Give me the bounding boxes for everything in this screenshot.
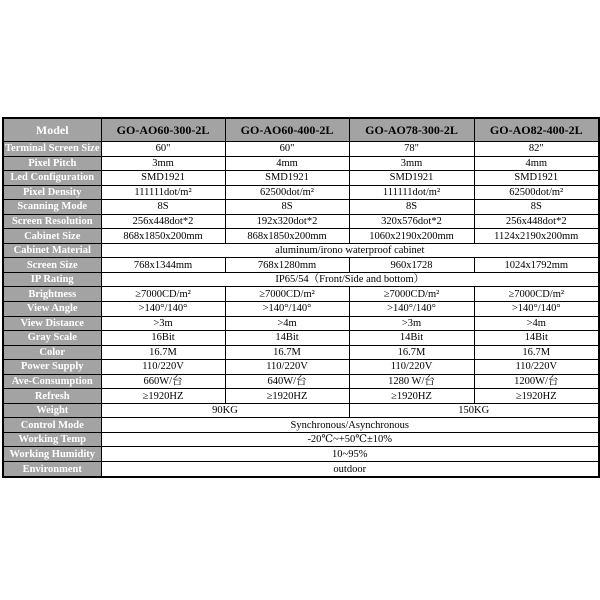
- row-label: IP Rating: [3, 272, 101, 287]
- spec-value: 16Bit: [101, 331, 225, 346]
- spec-value: 111111dot/m²: [349, 185, 474, 200]
- spec-value: 640W/台: [225, 374, 349, 389]
- spec-value: >140°/140°: [474, 302, 599, 317]
- row-label: Gray Scale: [3, 331, 101, 346]
- spec-value: 768x1344mm: [101, 258, 225, 273]
- spec-value: 256x448dot*2: [474, 214, 599, 229]
- spec-value: ≥7000CD/m²: [474, 287, 599, 302]
- table-row: [3, 447, 599, 462]
- table-row: [3, 185, 599, 200]
- spec-value-spanning: aluminum/irono waterproof cabinet: [101, 243, 599, 258]
- spec-value: 110/220V: [349, 360, 474, 375]
- spec-value-spanning: Synchronous/Asynchronous: [101, 418, 599, 433]
- table-row: [3, 345, 599, 360]
- spec-value: 62500dot/m²: [225, 185, 349, 200]
- spec-value: ≥1920HZ: [474, 389, 599, 404]
- spec-value: 868x1850x200mm: [101, 229, 225, 244]
- spec-value: SMD1921: [225, 171, 349, 186]
- spec-value-half-span: 150KG: [349, 403, 599, 418]
- spec-value: >140°/140°: [225, 302, 349, 317]
- spec-value: >140°/140°: [349, 302, 474, 317]
- table-row: [3, 403, 599, 418]
- spec-value: 1060x2190x200mm: [349, 229, 474, 244]
- table-row: [3, 200, 599, 215]
- table-row: [3, 360, 599, 375]
- spec-value: SMD1921: [349, 171, 474, 186]
- spec-value: 320x576dot*2: [349, 214, 474, 229]
- led-display-spec-table: [2, 117, 600, 478]
- spec-value: 60": [101, 142, 225, 157]
- spec-value: 1024x1792mm: [474, 258, 599, 273]
- table-row: [3, 432, 599, 447]
- spec-value: 110/220V: [474, 360, 599, 375]
- spec-value: 768x1280mm: [225, 258, 349, 273]
- table-row: [3, 229, 599, 244]
- header-model-1: GO-AO60-300-2L: [101, 118, 225, 142]
- table-row: [3, 156, 599, 171]
- spec-value-half-span: 90KG: [101, 403, 349, 418]
- spec-value: 1124x2190x200mm: [474, 229, 599, 244]
- spec-value: 8S: [474, 200, 599, 215]
- row-label: Led Configuration: [3, 171, 101, 186]
- spec-value: SMD1921: [474, 171, 599, 186]
- row-label: Color: [3, 345, 101, 360]
- spec-value: 62500dot/m²: [474, 185, 599, 200]
- spec-value: >140°/140°: [101, 302, 225, 317]
- header-model-2: GO-AO60-400-2L: [225, 118, 349, 142]
- spec-value: >3m: [101, 316, 225, 331]
- row-label: View Distance: [3, 316, 101, 331]
- spec-value: 8S: [225, 200, 349, 215]
- spec-value: 110/220V: [225, 360, 349, 375]
- spec-value: >4m: [474, 316, 599, 331]
- spec-value: 8S: [349, 200, 474, 215]
- table-row: [3, 272, 599, 287]
- spec-value: 110/220V: [101, 360, 225, 375]
- row-label: Environment: [3, 462, 101, 477]
- header-model-label: Model: [3, 118, 101, 142]
- row-label: Control Mode: [3, 418, 101, 433]
- spec-value: 868x1850x200mm: [225, 229, 349, 244]
- spec-value: 1280 W/台: [349, 374, 474, 389]
- row-label: Screen Resolution: [3, 214, 101, 229]
- row-label: Refresh: [3, 389, 101, 404]
- spec-value: >3m: [349, 316, 474, 331]
- table-row: [3, 418, 599, 433]
- row-label: Terminal Screen Size: [5, 143, 100, 155]
- row-label: Pixel Pitch: [3, 156, 101, 171]
- spec-value: 1200W/台: [474, 374, 599, 389]
- table-row: [3, 316, 599, 331]
- table-header-row: [3, 118, 599, 142]
- spec-value-spanning: IP65/54（Front/Side and bottom）: [101, 272, 599, 287]
- table-row: [3, 389, 599, 404]
- row-label: Ave-Consumption: [3, 374, 101, 389]
- spec-value: 78": [349, 142, 474, 157]
- row-label: Scanning Mode: [3, 200, 101, 215]
- spec-value: 14Bit: [225, 331, 349, 346]
- row-label: Weight: [3, 403, 101, 418]
- table-row: [3, 287, 599, 302]
- table-row: [3, 462, 599, 477]
- table-row: [3, 258, 599, 273]
- spec-value: ≥7000CD/m²: [225, 287, 349, 302]
- row-label: Screen Size: [3, 258, 101, 273]
- row-label: Working Humidity: [3, 447, 101, 462]
- table-row: [3, 214, 599, 229]
- spec-value: 111111dot/m²: [101, 185, 225, 200]
- table-row: [3, 142, 599, 157]
- spec-value: 16.7M: [474, 345, 599, 360]
- spec-value-spanning: outdoor: [101, 462, 599, 477]
- spec-value: ≥1920HZ: [101, 389, 225, 404]
- spec-value: 16.7M: [225, 345, 349, 360]
- spec-value: 3mm: [349, 156, 474, 171]
- spec-value: 192x320dot*2: [225, 214, 349, 229]
- spec-value: ≥7000CD/m²: [101, 287, 225, 302]
- header-model-3: GO-AO78-300-2L: [349, 118, 474, 142]
- spec-value: 960x1728: [349, 258, 474, 273]
- spec-value: 660W/台: [101, 374, 225, 389]
- spec-value: 82": [474, 142, 599, 157]
- row-label: Cabinet Size: [3, 229, 101, 244]
- row-label: Power Supply: [3, 360, 101, 375]
- spec-value: 60": [225, 142, 349, 157]
- spec-value-spanning: 10~95%: [101, 447, 599, 462]
- table-row: [3, 331, 599, 346]
- spec-value: 14Bit: [349, 331, 474, 346]
- row-label: Cabinet Material: [3, 243, 101, 258]
- table-row: [3, 374, 599, 389]
- table-row: [3, 243, 599, 258]
- spec-value: ≥7000CD/m²: [349, 287, 474, 302]
- spec-value: SMD1921: [101, 171, 225, 186]
- spec-value: >4m: [225, 316, 349, 331]
- spec-value: 4mm: [474, 156, 599, 171]
- spec-value: 4mm: [225, 156, 349, 171]
- spec-value-spanning: -20℃~+50℃±10%: [101, 432, 599, 447]
- header-model-4: GO-AO82-400-2L: [474, 118, 599, 142]
- table-row: [3, 171, 599, 186]
- spec-value: 3mm: [101, 156, 225, 171]
- spec-value: 16.7M: [101, 345, 225, 360]
- row-label: Working Temp: [3, 432, 101, 447]
- spec-value: 14Bit: [474, 331, 599, 346]
- row-label: View Angle: [3, 302, 101, 317]
- table-row: [3, 302, 599, 317]
- spec-value: 256x448dot*2: [101, 214, 225, 229]
- spec-value: 16.7M: [349, 345, 474, 360]
- spec-value: ≥1920HZ: [225, 389, 349, 404]
- spec-value: ≥1920HZ: [349, 389, 474, 404]
- row-label: Brightness: [3, 287, 101, 302]
- row-label: Pixel Density: [3, 185, 101, 200]
- spec-value: 8S: [101, 200, 225, 215]
